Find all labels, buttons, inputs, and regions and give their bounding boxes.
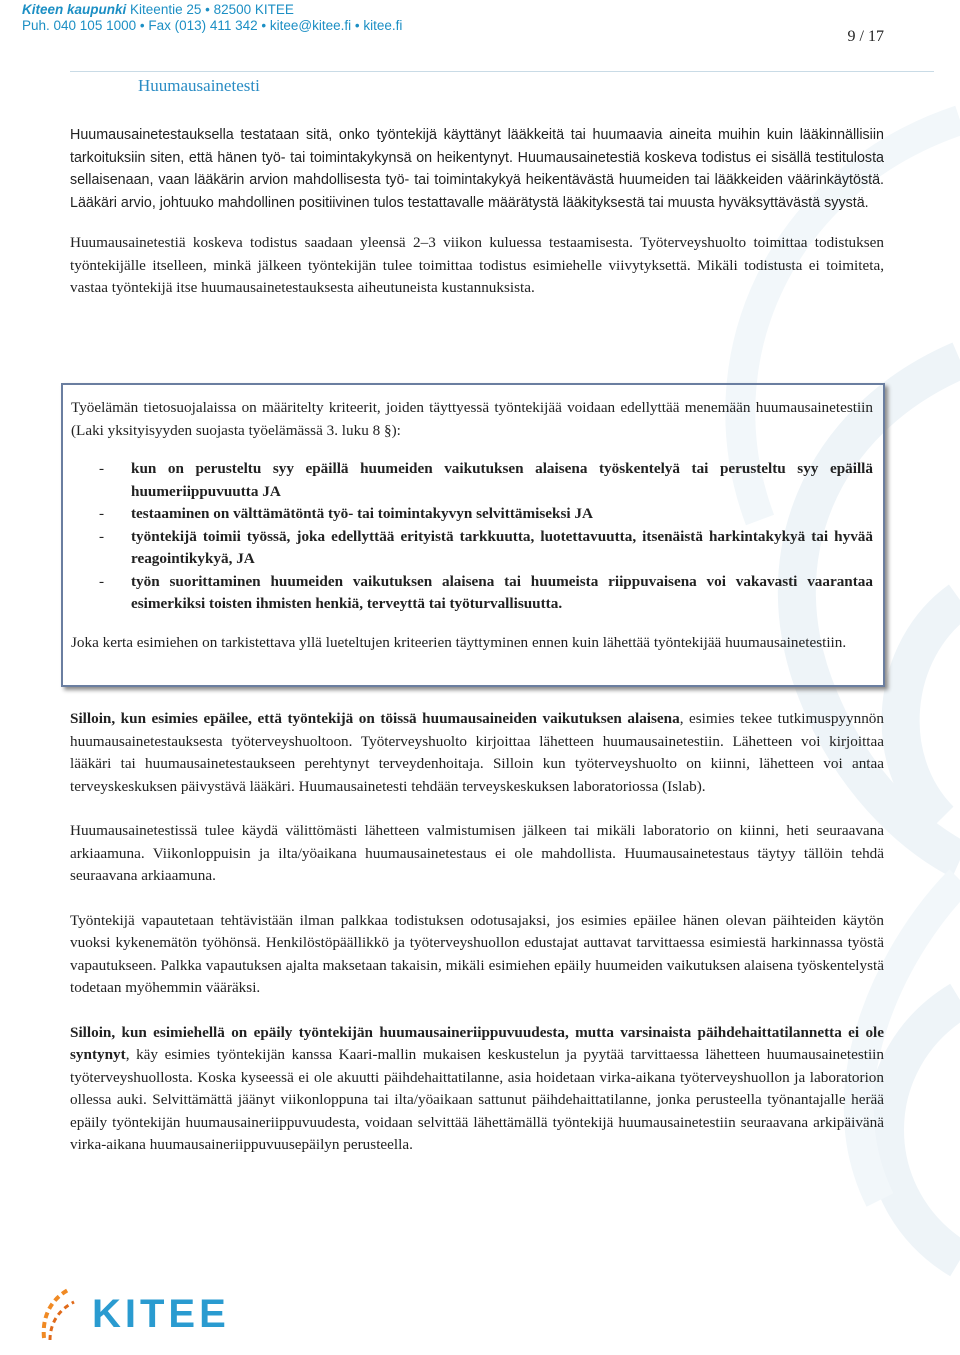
- procedure-paragraph-1: Silloin, kun esimies epäilee, että työntekijä on töissä huumausaineiden vaikutuksen alaisena, esimies tekee tutkimuspyynnön huumausainetestauksesta työterveyshuoltoon. Työterveyshuolto kirjoittaa lähetteen huumausainetestiin. Lähetteen voi kirjoittaa lääkäri tai huumausainetestaukseen perehtynyt terveydenhoitaja. Silloin kun työterveyshuolto on kiinni, lähetteen voi antaa terveyskeskuksen päivystävä lääkäri. Huumausainetesti tehdään terveyskeskuksen laboratoriossa (Islab).: [70, 710, 884, 795]
- criteria-list: [71, 458, 873, 616]
- procedure-section: [70, 708, 884, 1179]
- list-dash: -: [99, 572, 105, 590]
- logo-wordmark: KITEE: [92, 1292, 230, 1336]
- letterhead-brand: Kiteen kaupunki: [22, 2, 127, 17]
- logo-mark-icon: [36, 1278, 96, 1348]
- intro-paragraph-1: Huumausainetestauksella testataan sitä, onko työntekijä käyttänyt lääkkeitä tai huumaavia aineita muihin kuin lääkinnällisiin tarkoituksiin siten, että hänen työ- tai toimintakykynsä on heikentynyt. Huumausainetestiä koskeva todistus ei sisällä testitulosta sellaisenaan, vaan lääkärin arvion mahdollisesta työ- tai toimintakykyä heikentävästä huumeiden tai lääkkeiden väärinkäytöstä. Lääkäri arvio, johtuuko mahdollinen positiivinen tulos testattavalle määrätystä lääkityksestä tai muusta hyväksyttävästä syystä.: [70, 127, 884, 211]
- procedure-paragraph-2: Huumausainetestissä tulee käydä välittömästi lähetteen valmistumisen jälkeen tai mikäli laboratorio on kiinni, heti seuraavana arkiaamuna. Viikonloppuisin ja ilta/yöaikana huumausainetestaus ei ole mahdollista. Huumausainetestaus täytyy tällöin tehdä seuraavana arkiaamuna.: [70, 822, 884, 884]
- criteria-box: [61, 383, 885, 687]
- criteria-outro: Joka kerta esimiehen on tarkistettava yllä lueteltujen kriteerien täyttyminen ennen kuin lähettää työntekijää huumausainetestiin.: [71, 633, 847, 651]
- letterhead: [22, 2, 402, 34]
- list-dash: -: [99, 505, 105, 522]
- letterhead-contacts: Puh. 040 105 1000 • Fax (013) 411 342 • kitee@kitee.fi • kitee.fi: [22, 18, 403, 33]
- procedure-paragraph-3: Työntekijä vapautetaan tehtävistään ilman palkkaa todistuksen odotusajaksi, jos esimies epäilee hänen olevan päihteiden käytön vuoksi kykenemätön työhönsä. Henkilöstöpäällikkö ja työterveyshuollon edustajat auttavat tarvittaessa esimiestä harkinnassa työstä vapautukseen. Palkka vapautuksen ajalta maksetaan takaisin, mikäli esimiehen epäily huumeiden vaikutuksen alaisena työskentelystä todetaan myöhemmin vääräksi.: [70, 911, 884, 996]
- letterhead-address: Kiteentie 25 • 82500 KITEE: [130, 2, 294, 17]
- intro-paragraph-2: Huumausainetestiä koskeva todistus saadaan yleensä 2–3 viikon kuluessa testaamisesta. Työterveyshuolto toimittaa todistuksen työntekijälle itselleen, minkä jälkeen työntekijän tulee toimittaa todistus esimiehelle viivytyksettä. Mikäli todistusta ei toimiteta, vastaa työntekijä itse huumausainetestauksesta aiheutuneista kustannuksista.: [70, 234, 884, 296]
- intro-section: [70, 124, 884, 318]
- criteria-item: - kun on perusteltu syy epäillä huumeiden vaikutuksen alaisena työskentelyä tai perusteltu syy epäillä huumeriippuvuutta JA: [99, 460, 873, 500]
- kitee-logo: [36, 1278, 230, 1353]
- header-divider: [70, 71, 934, 72]
- criteria-item: - työn suorittaminen huumeiden vaikutuksen alaisena tai huumeista riippuvaisena voi vakavasti vaarantaa esimerkiksi toisten ihmisten henkiä, terveyttä tai työturvallisuutta.: [99, 572, 873, 612]
- list-dash: -: [99, 527, 105, 545]
- criteria-item: - työntekijä toimii työssä, joka edellyttää erityistä tarkkuutta, luotettavuutta, itsenäistä harkintakykyä tai hyvää reagointikykyä, JA: [99, 527, 873, 567]
- list-dash: -: [99, 460, 105, 477]
- criteria-intro: Työelämän tietosuojalaissa on määritelty kriteerit, joiden täyttyessä työntekijää voidaan edellyttää menemään huumausainetestiin (Laki yksityisyyden suojasta työelämässä 3. luku 8 §):: [71, 399, 873, 439]
- procedure-paragraph-4: Silloin, kun esimiehellä on epäily työntekijän huumausaineriippuvuudesta, mutta varsinaista päihdehaittatilannetta ei ole syntynyt, käy esimies työntekijän kanssa Kaari-mallin mukaisen keskustelun ja pyytää tarvittaessa lähetteen huumausainetestiin työterveyshuollosta. Koska kyseessä ei ole akuutti päihdehaittatilanne, asia hoidetaan virka-aikana työterveyshuollon ja laboratorion ollessa auki. Selvittämättä jäänyt viikonloppuna tai ilta/yöaikaan sattunut päihdehaittatilanne, jonka perusteella työnantajalle herää epäily työntekijän huumausaineriippuvuudesta, voidaan selvittää lähettämällä työntekijä huumausainetestiin seuraavana arkipäivänä virka-aikana huumausaineriippuvuusepäilyn perusteella.: [70, 1023, 884, 1153]
- section-title: Huumausainetesti: [138, 76, 260, 95]
- criteria-item: - testaaminen on välttämätöntä työ- tai toimintakyvyn selvittämiseksi JA: [71, 503, 873, 526]
- page-number: 9 / 17: [847, 28, 884, 45]
